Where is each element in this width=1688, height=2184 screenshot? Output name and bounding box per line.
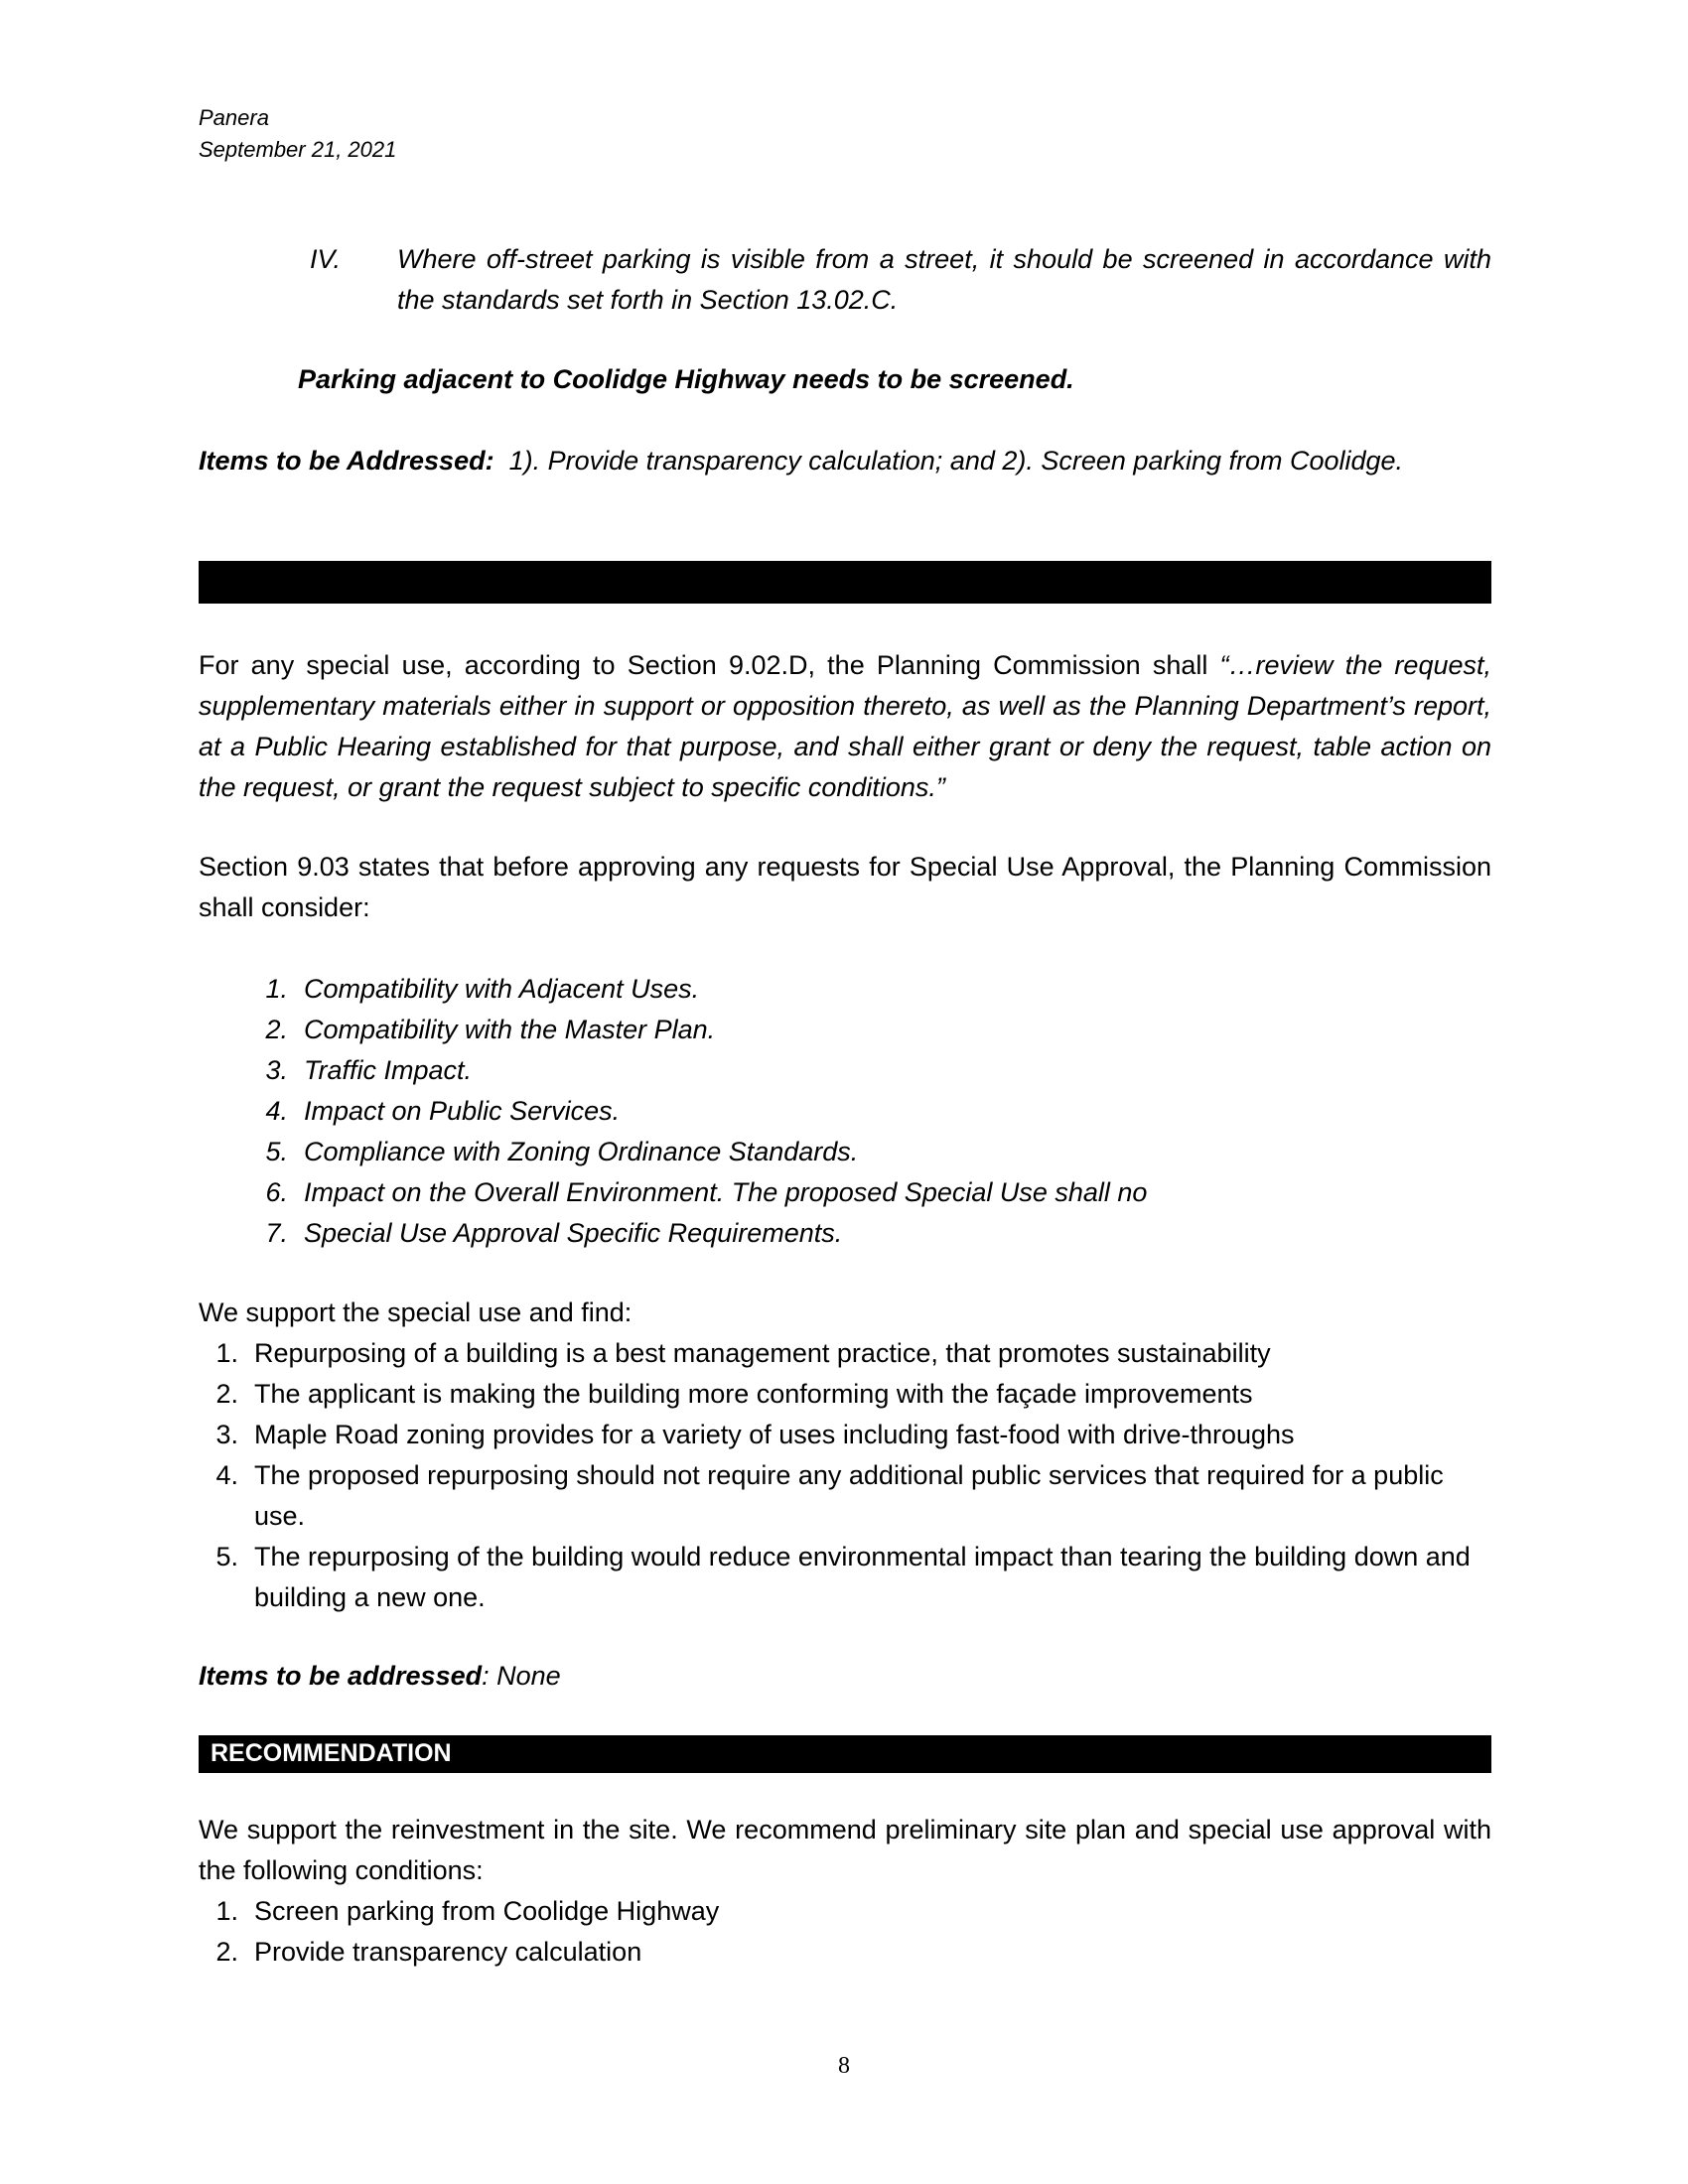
consideration-item: [248, 1172, 1489, 1213]
list-item-text: Repurposing of a building is a best management practice, that promotes sustainability: [254, 1338, 1271, 1368]
consideration-item: [248, 1050, 1489, 1091]
list-item-number: 4.: [215, 1460, 238, 1490]
list-item-number: 5.: [265, 1137, 288, 1166]
list-item-text: Compatibility with the Master Plan.: [304, 1015, 716, 1044]
finding-item: [199, 1333, 1491, 1374]
list-item-number: 3.: [265, 1055, 288, 1085]
condition-item: [199, 1932, 1491, 1973]
finding-item: [199, 1455, 1491, 1537]
page-header: [199, 102, 396, 166]
list-item-number: 1.: [215, 1338, 238, 1368]
recommendation-text: We support the reinvestment in the site. We recommend preliminary site plan and special use approval with the following conditions:: [199, 1815, 1491, 1885]
list-item-number: 2.: [215, 1379, 238, 1409]
condition-item: [199, 1891, 1491, 1932]
items-value-2: : None: [482, 1661, 561, 1691]
list-item-text: Provide transparency calculation: [254, 1937, 642, 1967]
finding-item: [199, 1537, 1491, 1618]
list-item-number: 2.: [215, 1937, 238, 1967]
roman-item-text: Where off-street parking is visible from a street, it should be screened in accordance with the standards set forth in Section 13.02.C.: [397, 244, 1491, 315]
list-item-number: 3.: [215, 1420, 238, 1449]
consideration-item: [248, 969, 1489, 1010]
section-9-03-text: Section 9.03 states that before approving any requests for Special Use Approval, the Planning Commission shall consider:: [199, 852, 1491, 922]
list-item-text: The proposed repurposing should not require any additional public services that required for a public use.: [254, 1460, 1444, 1531]
roman-list-item: [310, 239, 1491, 321]
items-to-be-addressed-1: [199, 441, 1491, 481]
page-number: 8: [838, 2053, 850, 2079]
list-item-text: Compatibility with Adjacent Uses.: [304, 974, 700, 1004]
section-heading-bar: [199, 561, 1491, 604]
list-item-text: Screen parking from Coolidge Highway: [254, 1896, 720, 1926]
recommendation-heading-bar: [199, 1735, 1491, 1773]
special-use-intro-plain: For any special use, according to Section 9.02.D, the Planning Commission shall: [199, 650, 1220, 680]
list-item-text: Traffic Impact.: [304, 1055, 473, 1085]
list-item-number: 1.: [215, 1896, 238, 1926]
list-item-number: 5.: [215, 1542, 238, 1571]
list-item-number: 1.: [265, 974, 288, 1004]
consideration-item: [248, 1213, 1489, 1254]
consideration-item: [248, 1091, 1489, 1132]
list-item-number: 7.: [265, 1218, 288, 1248]
list-item-text: Impact on the Overall Environment. The proposed Special Use shall no: [304, 1177, 1148, 1207]
items-to-be-addressed-2: [199, 1656, 1491, 1697]
parking-note: Parking adjacent to Coolidge Highway needs to be screened.: [298, 364, 1074, 394]
list-item-text: Impact on Public Services.: [304, 1096, 621, 1126]
list-item-number: 6.: [265, 1177, 288, 1207]
header-client: Panera: [199, 105, 269, 130]
considerations-list: [248, 969, 1489, 1254]
roman-numeral: IV.: [310, 244, 342, 274]
list-item-text: The applicant is making the building more conforming with the façade improvements: [254, 1379, 1253, 1409]
conditions-list: [199, 1891, 1491, 1973]
recommendation-heading: RECOMMENDATION: [211, 1739, 452, 1767]
consideration-item: [248, 1010, 1489, 1050]
list-item-text: Special Use Approval Specific Requirements.: [304, 1218, 843, 1248]
list-item-text: The repurposing of the building would reduce environmental impact than tearing the building down and building a new one.: [254, 1542, 1471, 1612]
findings-list: [199, 1333, 1491, 1618]
items-label-2: Items to be addressed: [199, 1661, 483, 1691]
items-label: Items to be Addressed:: [199, 446, 494, 476]
header-date: September 21, 2021: [199, 137, 397, 162]
special-use-intro-quote: “…review the request, supplementary materials either in support or opposition thereto, as well as the Planning Department’s report, at a Public Hearing established for that purpose, and shall either grant or deny the request, table action on the request, or grant the request subject to specific conditions.”: [199, 650, 1491, 802]
items-text: 1). Provide transparency calculation; and 2). Screen parking from Coolidge.: [508, 446, 1404, 476]
support-intro: We support the special use and find:: [199, 1297, 633, 1327]
list-item-number: 2.: [265, 1015, 288, 1044]
list-item-text: Maple Road zoning provides for a variety of uses including fast-food with drive-throughs: [254, 1420, 1295, 1449]
consideration-item: [248, 1132, 1489, 1172]
special-use-intro: [199, 645, 1491, 808]
finding-item: [199, 1415, 1491, 1455]
list-item-text: Compliance with Zoning Ordinance Standards.: [304, 1137, 859, 1166]
finding-item: [199, 1374, 1491, 1415]
list-item-number: 4.: [265, 1096, 288, 1126]
